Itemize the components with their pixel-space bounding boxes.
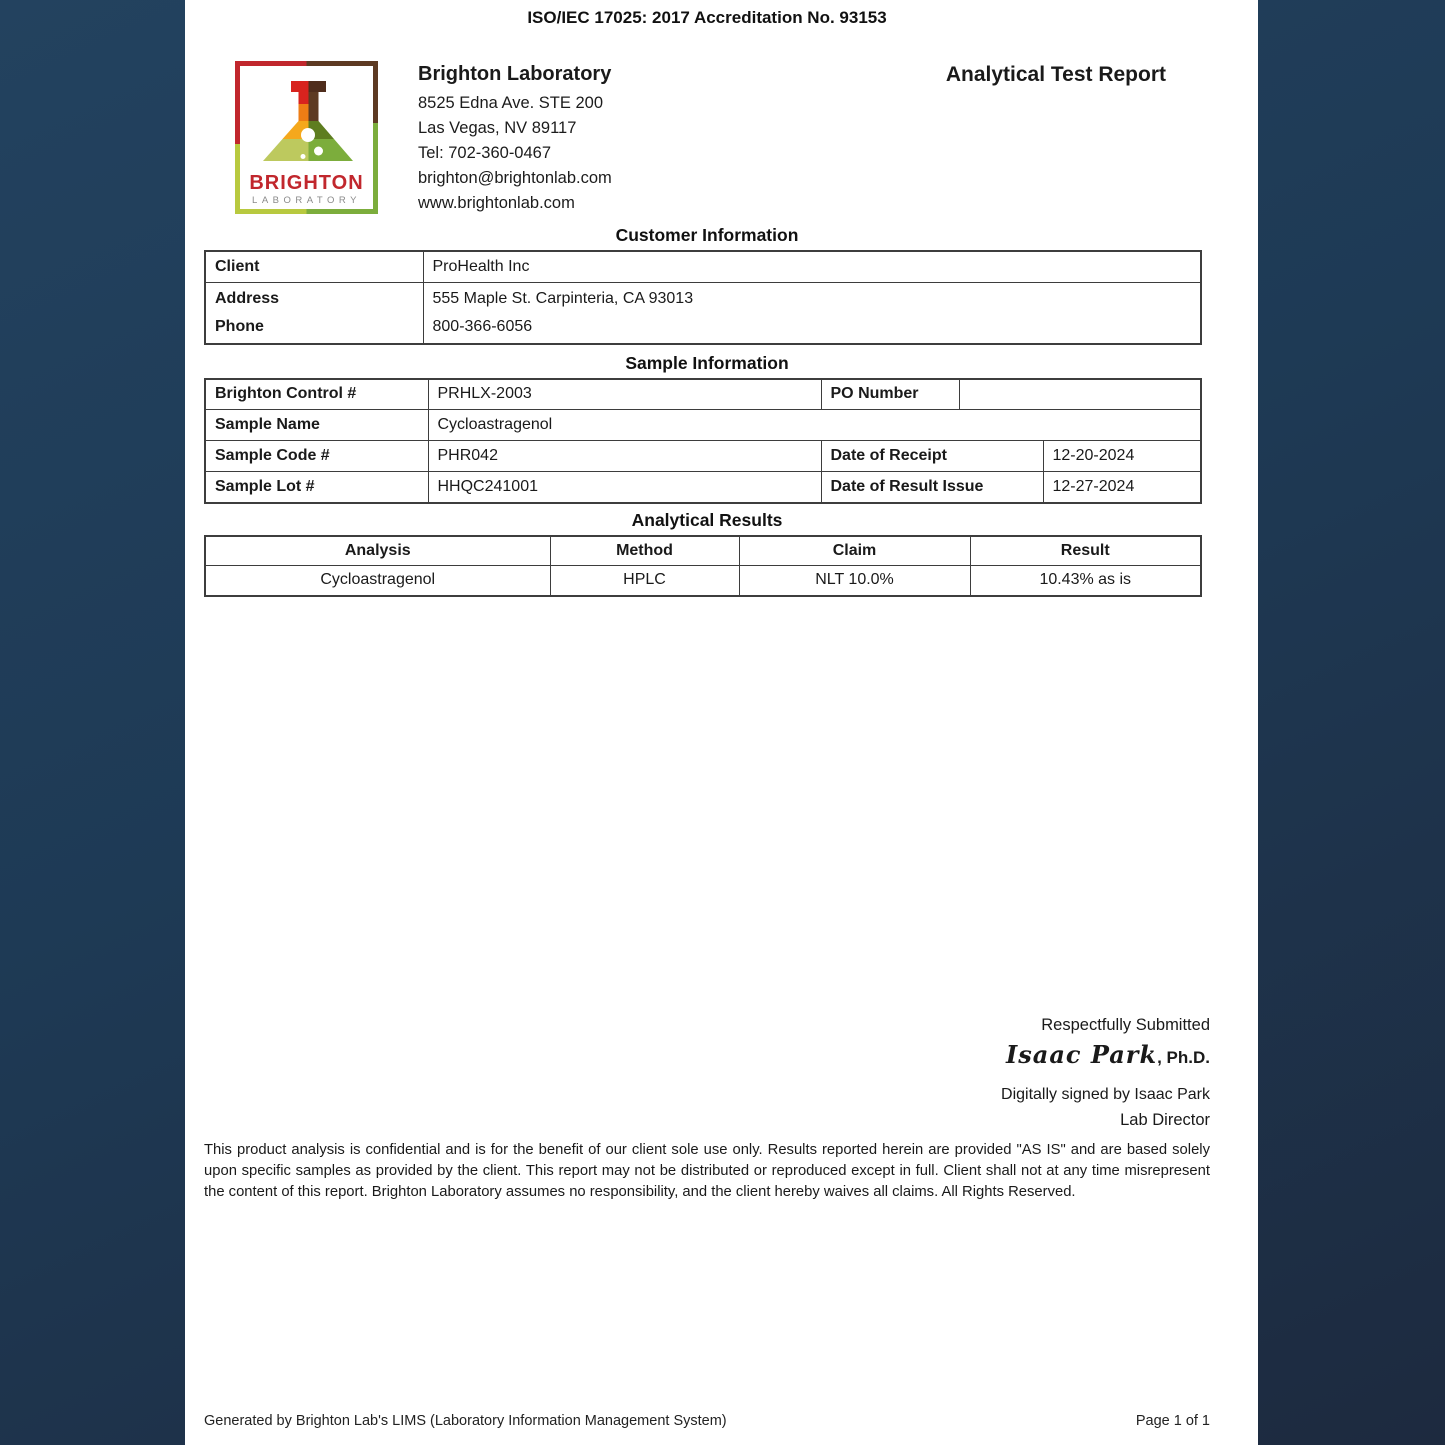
result-method: HPLC: [550, 566, 739, 596]
control-number-value: PRHLX-2003: [428, 379, 821, 410]
control-number-label: Brighton Control #: [205, 379, 428, 410]
customer-info-table: [204, 250, 1202, 345]
phone-label: Phone: [215, 317, 264, 335]
results-header-claim: Claim: [739, 536, 970, 566]
date-receipt-label: Date of Receipt: [821, 441, 1043, 472]
lab-info-block: [418, 61, 612, 216]
date-issue-label: Date of Result Issue: [821, 472, 1043, 503]
results-header-analysis: Analysis: [205, 536, 550, 566]
sample-name-label: Sample Name: [205, 410, 428, 441]
sample-name-value: Cycloastragenol: [428, 410, 1201, 441]
signature-name: [1001, 1039, 1210, 1071]
customer-info-heading: Customer Information: [615, 225, 799, 245]
report-header: [204, 61, 1210, 216]
sample-lot-value: HHQC241001: [428, 472, 821, 503]
lab-phone: Tel: 702-360-0467: [418, 144, 552, 162]
address-phone-values: [423, 282, 1201, 344]
address-phone-labels: [205, 282, 423, 344]
results-data-row: [205, 566, 1201, 596]
sample-lot-row: [205, 472, 1201, 503]
signature-block: [1001, 1014, 1210, 1132]
footer-page-number: Page 1 of 1: [1135, 1413, 1210, 1429]
report-title: Analytical Test Report: [945, 63, 1166, 86]
sample-lot-label: Sample Lot #: [205, 472, 428, 503]
signature-digital-note: Digitally signed by Isaac Park: [1001, 1085, 1210, 1103]
lab-address-line1: 8525 Edna Ave. STE 200: [418, 94, 604, 112]
address-value: 555 Maple St. Carpinteria, CA 93013: [432, 289, 694, 307]
page-footer: [204, 1413, 1210, 1429]
signature-title: Lab Director: [1120, 1111, 1210, 1130]
accreditation-text: ISO/IEC 17025: 2017 Accreditation No. 93153: [527, 8, 887, 27]
lab-address-line2: Las Vegas, NV 89117: [418, 119, 577, 137]
result-analysis: Cycloastragenol: [205, 566, 550, 596]
results-header-method: Method: [550, 536, 739, 566]
sample-info-table: [204, 378, 1202, 504]
brighton-logo: [235, 61, 378, 214]
address-label: Address: [215, 289, 280, 307]
signature-suffix: , Ph.D.: [1157, 1048, 1210, 1068]
lab-email: brighton@brightonlab.com: [418, 169, 612, 187]
sample-info-heading: Sample Information: [625, 352, 789, 373]
date-issue-value: 12-27-2024: [1043, 472, 1201, 503]
date-receipt-value: 12-20-2024: [1043, 441, 1201, 472]
po-number-label: PO Number: [821, 379, 959, 410]
customer-address-row: [205, 282, 1201, 344]
sample-code-label: Sample Code #: [205, 441, 428, 472]
sample-control-row: [205, 379, 1201, 410]
report-page: [185, 0, 1258, 1445]
result-claim: NLT 10.0%: [739, 566, 970, 596]
signature-submitted: Respectfully Submitted: [1041, 1016, 1210, 1034]
lab-name: Brighton Laboratory: [418, 63, 612, 85]
results-header-row: [205, 536, 1201, 566]
signature-script: Isaac Park: [1006, 1040, 1158, 1070]
logo-brand-text: BRIGHTON: [249, 172, 364, 194]
logo-sub-text: LABORATORY: [252, 195, 361, 206]
sample-code-row: [205, 441, 1201, 472]
result-value: 10.43% as is: [970, 566, 1201, 596]
analytical-results-heading: Analytical Results: [631, 509, 783, 530]
lab-website: www.brightonlab.com: [418, 194, 575, 212]
customer-client-row: [205, 251, 1201, 282]
footer-generated-by: Generated by Brighton Lab's LIMS (Laboratory Information Management System): [204, 1413, 727, 1429]
po-number-value: [959, 379, 1201, 410]
flask-icon: [263, 81, 353, 161]
results-table: [204, 535, 1202, 597]
phone-value: 800-366-6056: [432, 317, 533, 335]
client-value: ProHealth Inc: [423, 251, 1201, 282]
brighton-logo-graphic: [235, 61, 378, 214]
results-header-result: Result: [970, 536, 1201, 566]
client-label: Client: [205, 251, 423, 282]
sample-code-value: PHR042: [428, 441, 821, 472]
sample-name-row: [205, 410, 1201, 441]
disclaimer-text: This product analysis is confidential and is for the benefit of our client sole use only. Results reported herein are provided "AS IS" and are based solely upon specific samples as provided by the client. This report may not be distributed or reproduced except in full. Client shall not at any time misrepresent the content of this report. Brighton Laboratory assumes no responsibility, and the client hereby waives all claims. All Rights Reserved.: [204, 1142, 1210, 1200]
